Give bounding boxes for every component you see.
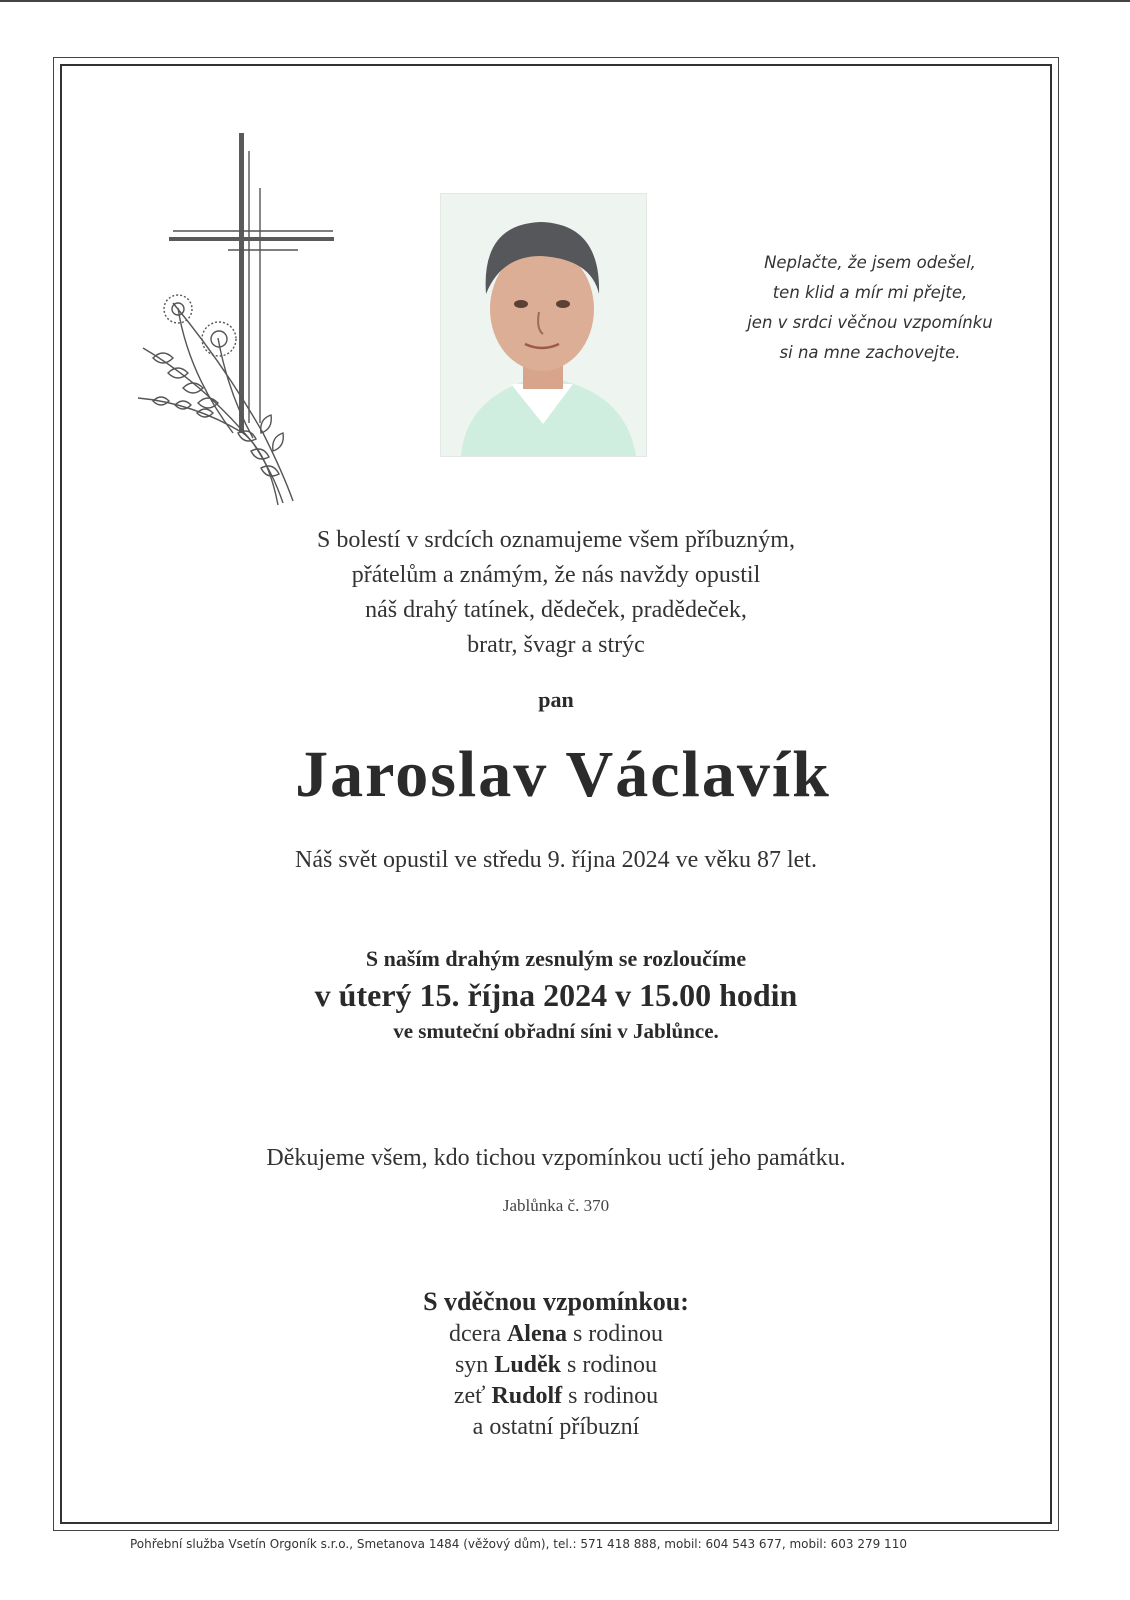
relation-suffix: s rodinou bbox=[561, 1352, 658, 1378]
announcement-line: bratr, švagr a strýc bbox=[467, 632, 645, 658]
announcement-line: S bolestí v srdcích oznamujeme všem příbuzným, bbox=[317, 527, 795, 553]
member-name: Luděk bbox=[494, 1352, 562, 1378]
relation: a ostatní příbuzní bbox=[472, 1414, 640, 1440]
top-rule bbox=[0, 0, 1130, 2]
poem-line: Neplačte, že jsem odešel, bbox=[764, 253, 976, 272]
farewell-datetime: v úterý 15. října 2024 v 15.00 hodin bbox=[314, 977, 798, 1013]
memory-title: S vděčnou vzpomínkou: bbox=[423, 1287, 689, 1316]
announcement-line: přátelům a známým, že nás navždy opustil bbox=[351, 562, 761, 588]
funeral-service-footer: Pohřební služba Vsetín Orgoník s.r.o., Smetanova 1484 (věžový dům), tel.: 571 418 888, mobil: 604 543 677, mobil: 603 279 110 bbox=[130, 1537, 907, 1551]
relation-suffix: s rodinou bbox=[566, 1321, 663, 1347]
member-name: Rudolf bbox=[491, 1383, 563, 1409]
family-address: Jablůnka č. 370 bbox=[502, 1196, 610, 1215]
death-notice: Náš svět opustil ve středu 9. října 2024 ve věku 87 let. bbox=[295, 847, 817, 873]
portrait-image bbox=[441, 194, 646, 456]
honorific: pan bbox=[538, 687, 574, 712]
memorial-poem bbox=[730, 248, 1010, 368]
cross-with-flowers-icon bbox=[133, 133, 355, 513]
relation: zeť bbox=[453, 1383, 492, 1409]
family-list bbox=[0, 1319, 1112, 1443]
member-name: Alena bbox=[506, 1321, 567, 1347]
farewell-place: ve smuteční obřadní síni v Jablůnce. bbox=[393, 1019, 719, 1043]
portrait-photo bbox=[440, 193, 647, 457]
family-member bbox=[0, 1412, 1112, 1443]
poem-line: si na mne zachovejte. bbox=[779, 343, 961, 362]
family-member bbox=[0, 1381, 1112, 1412]
relation: dcera bbox=[449, 1321, 507, 1347]
poem-line: jen v srdci věčnou vzpomínku bbox=[747, 313, 993, 332]
relation-suffix: s rodinou bbox=[562, 1383, 659, 1409]
thanks-text: Děkujeme všem, kdo tichou vzpomínkou uctí jeho památku. bbox=[266, 1145, 846, 1171]
family-member bbox=[0, 1350, 1112, 1381]
deceased-name: Jaroslav Václavík bbox=[295, 738, 831, 811]
poem-line: ten klid a mír mi přejte, bbox=[772, 283, 968, 302]
announcement-line: náš drahý tatínek, dědeček, pradědeček, bbox=[365, 597, 747, 623]
family-member bbox=[0, 1319, 1112, 1350]
farewell-intro: S naším drahým zesnulým se rozloučíme bbox=[365, 946, 747, 971]
relation: syn bbox=[454, 1352, 495, 1378]
announcement-text bbox=[0, 523, 1112, 663]
